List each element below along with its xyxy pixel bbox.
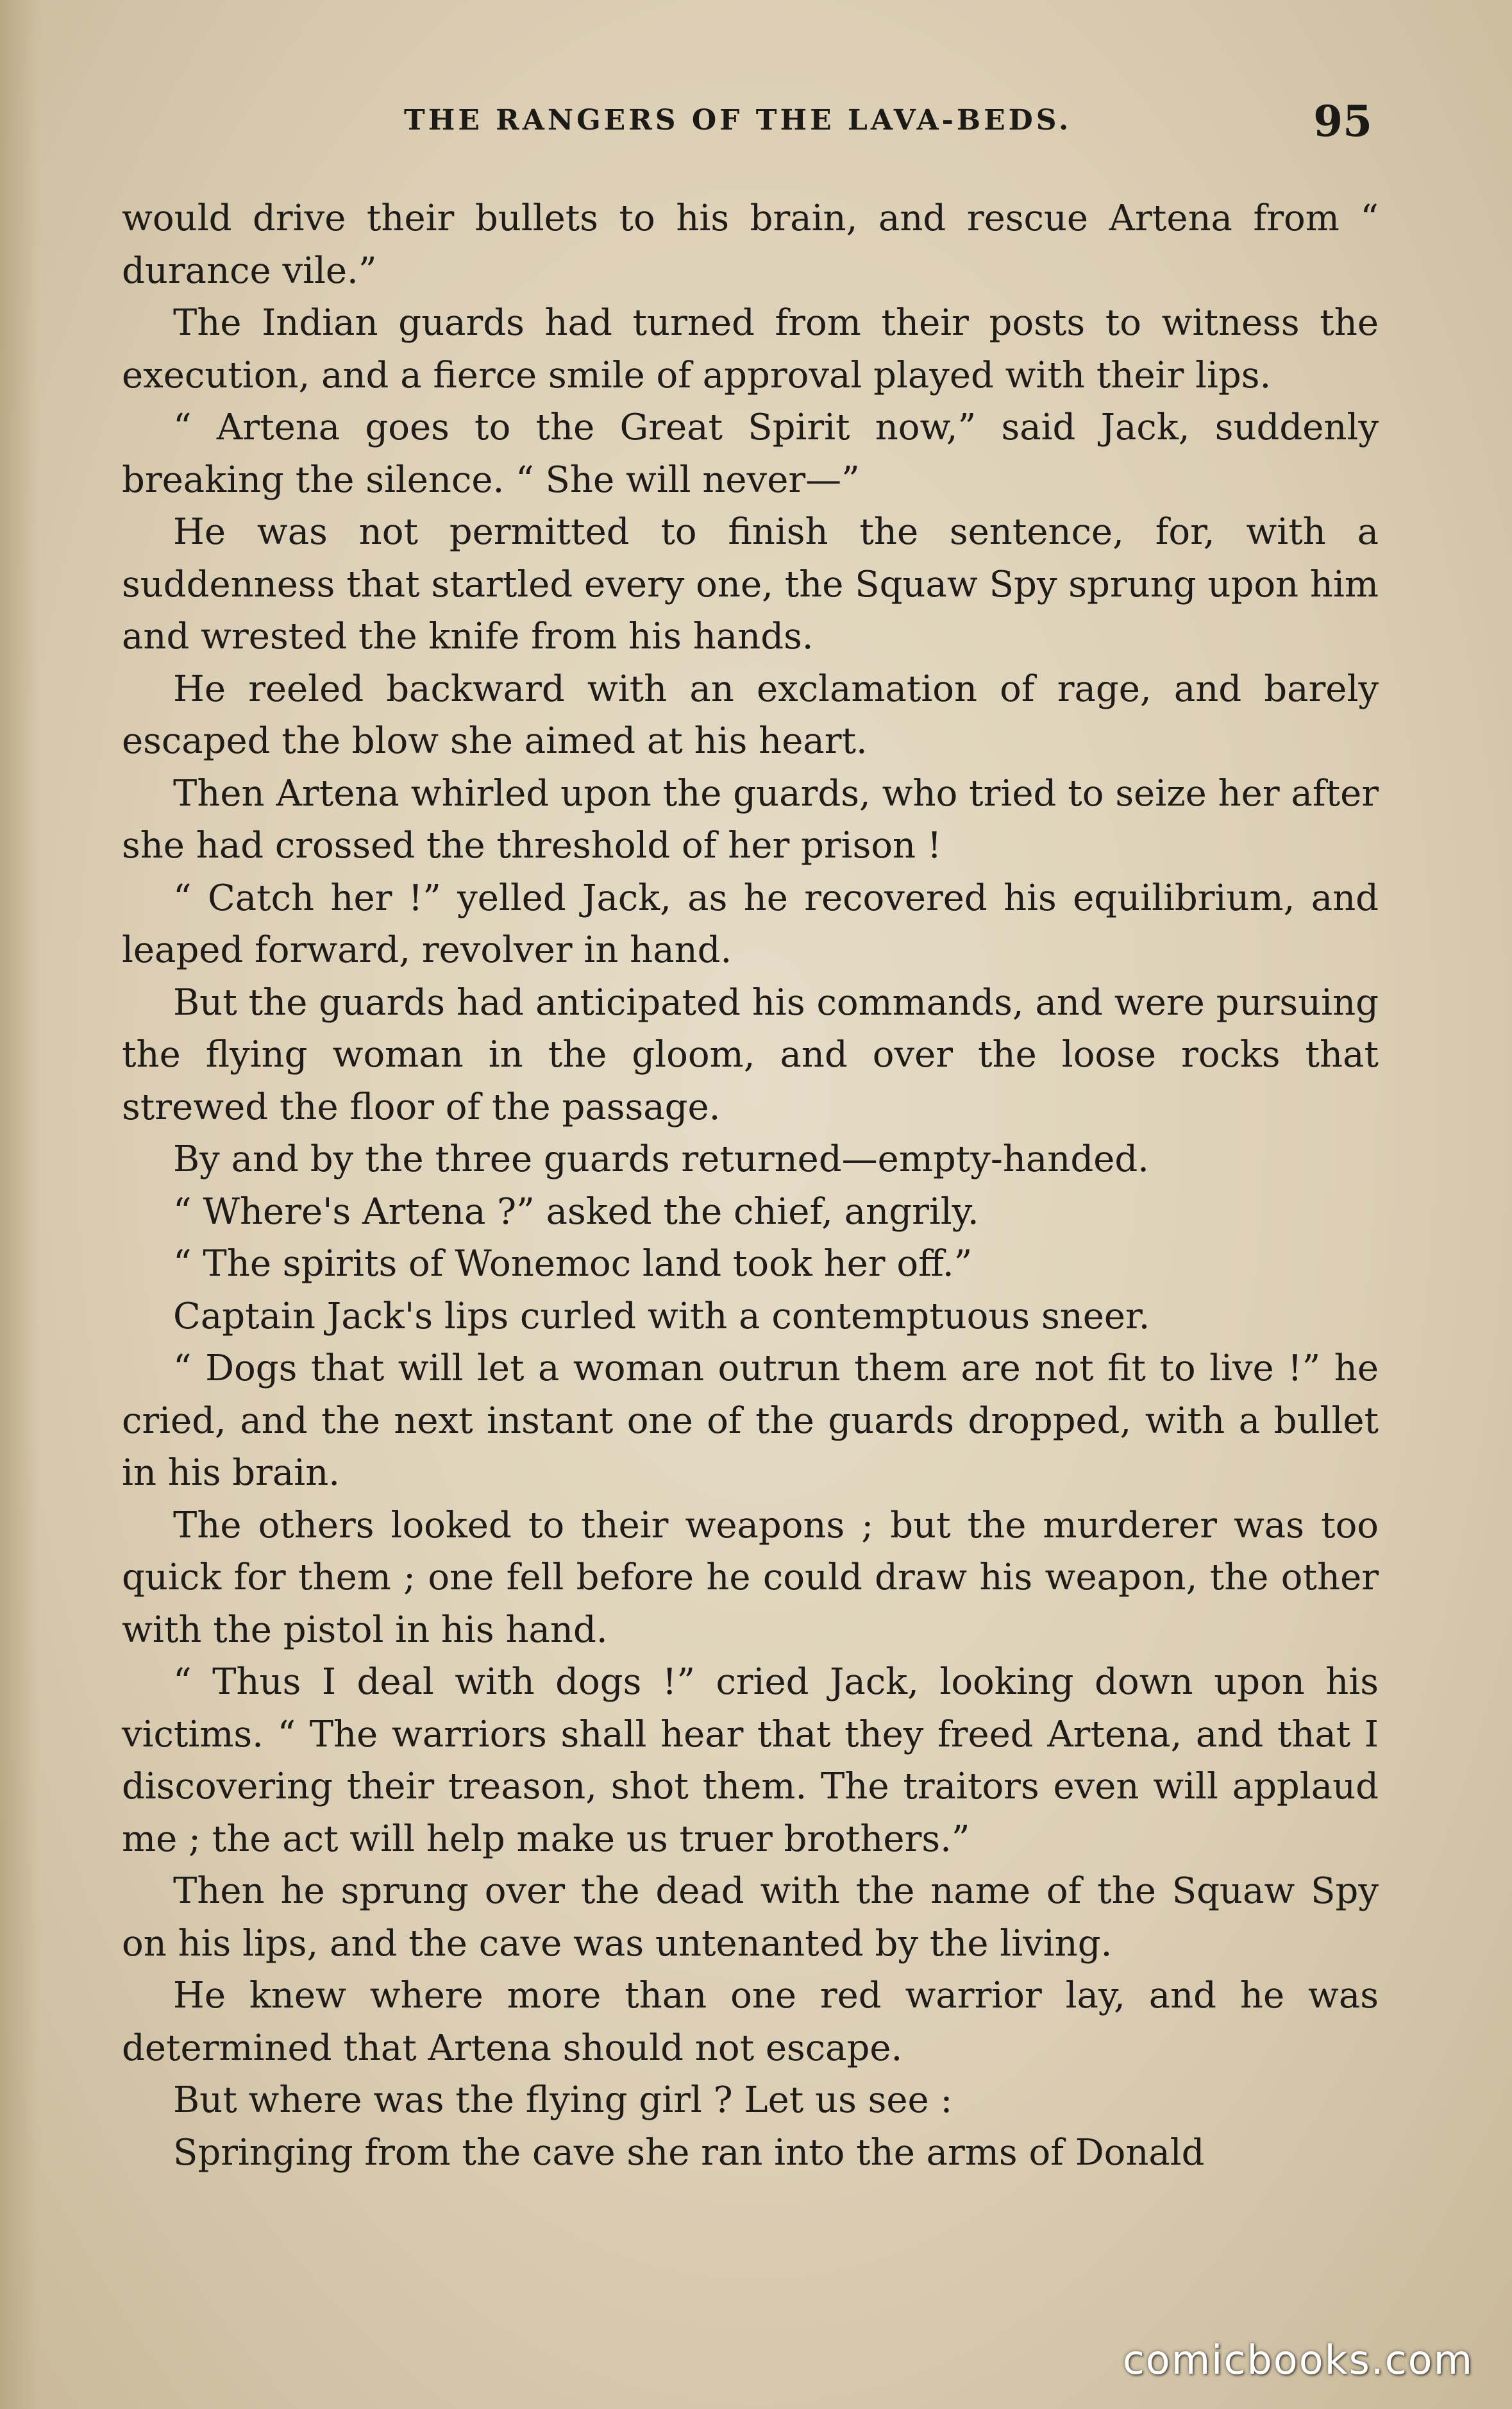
paragraph: “ Thus I deal with dogs !” cried Jack, looking down upon his victims. “ The warriors shall hear that they freed Artena, and that I discovering their treason, shot them. The traitors even will applaud me ; the act will help make us truer brothers.” [122,1661,1379,1860]
paragraph: “ Dogs that will let a woman outrun them are not fit to live !” he cried, and the next instant one of the guards dropped, with a bullet in his brain. [122,1348,1379,1494]
page-number: 95 [1313,96,1372,146]
paragraph: He knew where more than one red warrior lay, and he was determined that Artena should not escape. [122,1975,1379,2069]
paragraph: Then he sprung over the dead with the name of the Squaw Spy on his lips, and the cave was untenanted by the living. [122,1870,1379,1965]
paragraph: But where was the flying girl ? Let us see : [173,2079,953,2121]
paragraph: He was not permitted to finish the sentence, for, with a suddenness that startled every one, the Squaw Spy sprung upon him and wrested the knife from his hands. [122,511,1379,657]
paragraph: The others looked to their weapons ; but the murderer was too quick for them ; one fell before he could draw his weapon, the other with the pistol in his hand. [122,1504,1379,1651]
paragraph: Captain Jack's lips curled with a contemptuous sneer. [173,1295,1150,1337]
paragraph: But the guards had anticipated his commands, and were pursuing the flying woman in the gloom, and over the loose rocks that strewed the floor of the passage. [122,981,1379,1128]
running-head: THE RANGERS OF THE LAVA-BEDS. [404,104,1072,137]
watermark: comicbooks.com [1122,2337,1474,2383]
paragraph: The Indian guards had turned from their posts to witness the execution, and a fierce smile of approval played with their lips. [122,302,1379,396]
page-edge-shadow [0,0,38,2409]
paragraph: Then Artena whirled upon the guards, who tried to seize her after she had crossed the threshold of her prison ! [122,772,1379,866]
paragraph: “ Catch her !” yelled Jack, as he recovered his equilibrium, and leaped forward, revolver in hand. [122,877,1379,971]
paragraph: Springing from the cave she ran into the arms of Donald [173,2131,1205,2174]
paragraph: By and by the three guards returned—empty-handed. [173,1138,1149,1180]
paragraph: “ Artena goes to the Great Spirit now,” said Jack, suddenly breaking the silence. “ She will never—” [122,407,1379,501]
paragraph: He reeled backward with an exclamation of rage, and barely escaped the blow she aimed at his heart. [122,668,1379,762]
body-text [122,192,1379,2179]
page-header [128,96,1372,154]
paragraph: “ The spirits of Wonemoc land took her off.” [173,1243,973,1285]
paragraph: “ Where's Artena ?” asked the chief, angrily. [173,1190,979,1233]
paragraph: would drive their bullets to his brain, and rescue Artena from “ durance vile.” [122,198,1379,292]
